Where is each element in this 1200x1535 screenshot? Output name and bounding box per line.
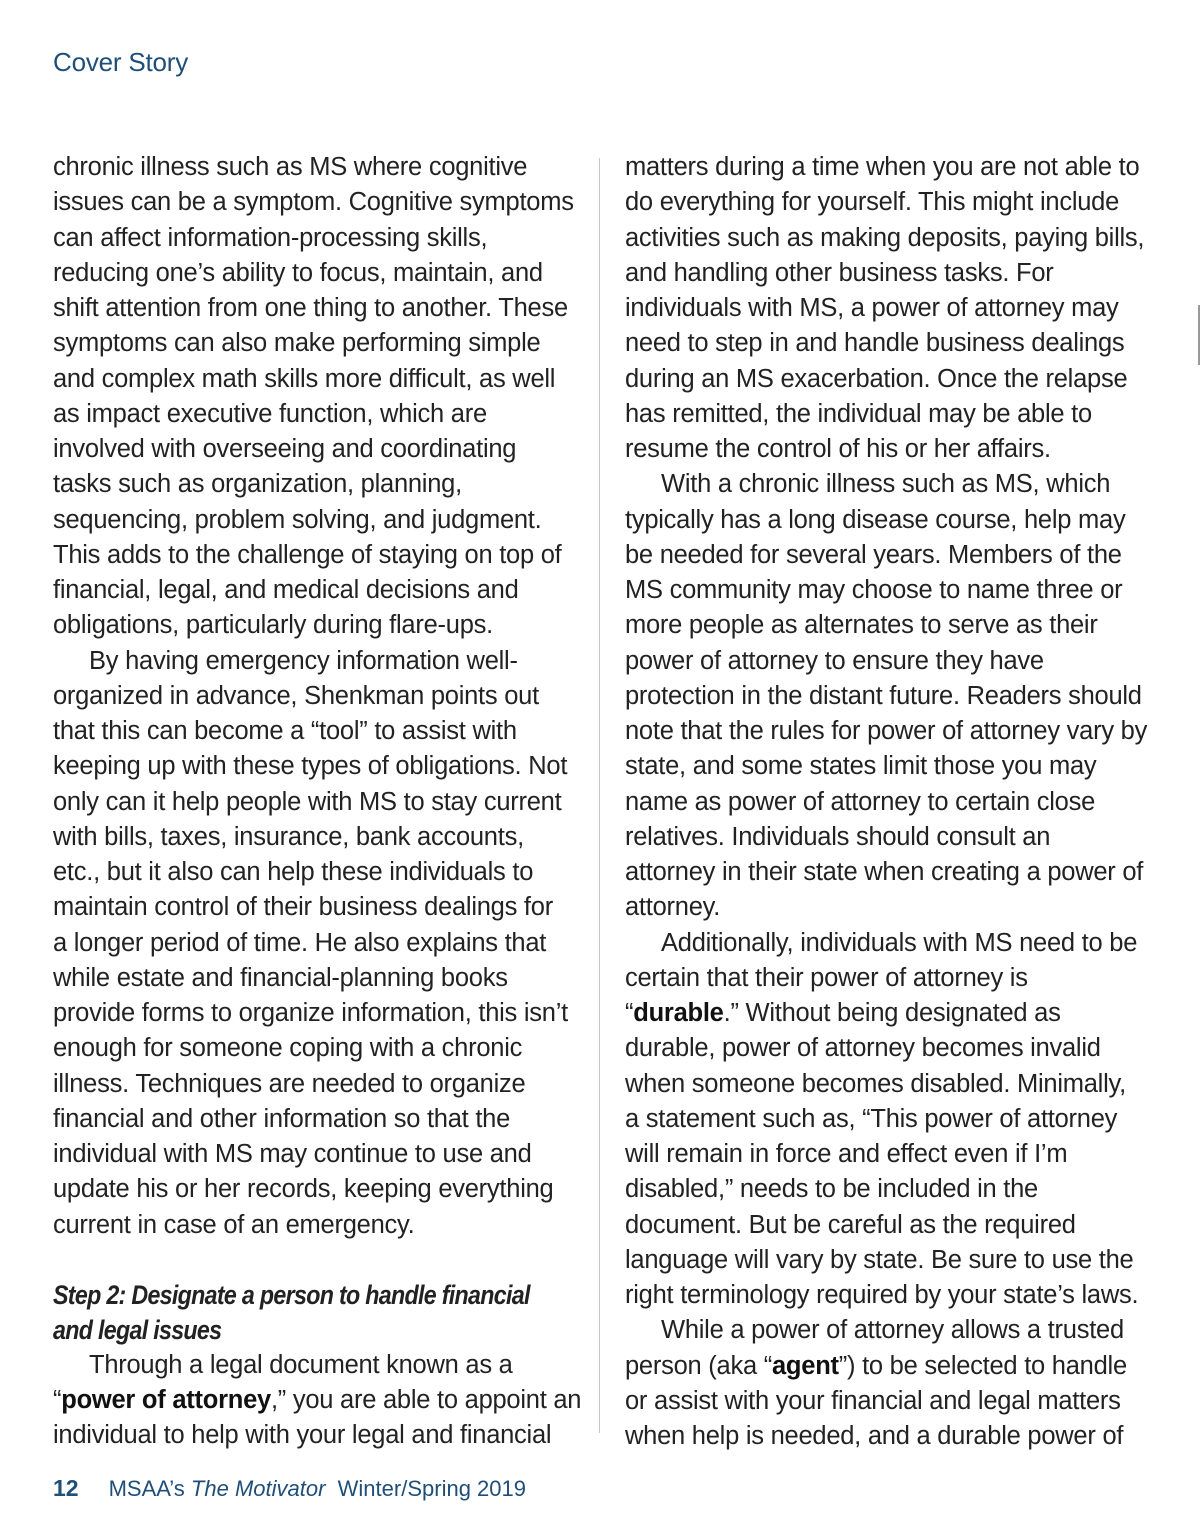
text-line: when someone becomes disabled. Minimally, <box>625 1069 1126 1098</box>
text-line: Additionally, individuals with MS need to be <box>661 928 1138 957</box>
text-line: maintain control of their business dealings for <box>53 893 553 922</box>
quote-open: “ <box>625 999 634 1027</box>
text-line: sequencing, problem solving, and judgment. <box>53 505 542 534</box>
text-line: and complex math skills more difficult, as well <box>53 364 556 393</box>
paragraph-2 <box>53 644 583 1243</box>
text-span: person (aka “ <box>625 1351 772 1380</box>
text-line: that this can become a “tool” to assist with <box>53 717 517 745</box>
text-line <box>625 1349 1170 1384</box>
text-line: This adds to the challenge of staying on top of <box>53 540 562 569</box>
text-line: activities such as making deposits, paying bills, <box>625 223 1145 252</box>
text-line: symptoms can also make performing simple <box>53 329 541 358</box>
text-line: note that the rules for power of attorney vary by <box>625 717 1148 745</box>
page-footer <box>53 1475 526 1502</box>
text-line: right terminology required by your state’s laws. <box>625 1281 1139 1309</box>
publication-title: The Motivator <box>190 1476 326 1501</box>
text-line: attorney in their state when creating a power of <box>625 858 1144 886</box>
publication-prefix: MSAA’s <box>108 1476 191 1501</box>
text-line: attorney. <box>625 893 721 922</box>
text-line: matters during a time when you are not able to <box>625 153 1140 181</box>
text-line: do everything for yourself. This might include <box>625 188 1120 217</box>
text-line: a statement such as, “This power of attorney <box>625 1104 1118 1133</box>
text-line <box>53 1383 583 1418</box>
bold-term: durable <box>633 999 724 1027</box>
subheading: and legal issues <box>53 1314 222 1345</box>
text-line: provide forms to organize information, this isn’t <box>53 999 568 1027</box>
text-span: ,” you are able to appoint an <box>270 1386 582 1414</box>
text-span: ”) to be selected to handle <box>838 1351 1127 1380</box>
text-line: disabled,” needs to be included in the <box>625 1175 1038 1204</box>
text-line: By having emergency information well- <box>89 646 518 675</box>
subheading: Step 2: Designate a person to handle financial <box>53 1279 530 1310</box>
text-line: Through a legal document known as a <box>89 1350 513 1379</box>
text-line: when help is needed, and a durable power of <box>625 1422 1124 1450</box>
text-line: individuals with MS, a power of attorney may <box>625 294 1119 322</box>
text-line: a longer period of time. He also explains that <box>53 928 547 957</box>
text-line: reducing one’s ability to focus, maintain, and <box>53 258 543 287</box>
text-line: and handling other business tasks. For <box>625 258 1054 287</box>
text-line: during an MS exacerbation. Once the relapse <box>625 364 1128 393</box>
issue-date: Winter/Spring 2019 <box>337 1476 526 1501</box>
text-line: typically has a long disease course, help may <box>625 505 1126 534</box>
text-line: name as power of attorney to certain close <box>625 787 1096 816</box>
paragraph-3 <box>53 1348 583 1454</box>
text-line: or assist with your financial and legal matters <box>625 1386 1121 1415</box>
text-line: only can it help people with MS to stay current <box>53 787 562 816</box>
paragraph-1 <box>625 150 1170 467</box>
text-line: illness. Techniques are needed to organize <box>53 1069 526 1098</box>
paragraph-4 <box>625 1313 1170 1454</box>
text-line: be needed for several years. Members of the <box>625 540 1122 569</box>
text-line: etc., but it also can help these individuals to <box>53 858 534 886</box>
text-line: has remitted, the individual may be able to <box>625 399 1092 428</box>
text-line: organized in advance, Shenkman points out <box>53 681 539 710</box>
text-line: resume the control of his or her affairs. <box>625 435 1051 463</box>
text-span: .” Without being designated as <box>723 999 1061 1027</box>
text-line: certain that their power of attorney is <box>625 963 1028 992</box>
text-line: While a power of attorney allows a trusted <box>661 1316 1124 1345</box>
text-line: tasks such as organization, planning, <box>53 470 462 499</box>
section-label: Cover Story <box>53 47 189 77</box>
text-line: financial and other information so that the <box>53 1104 511 1133</box>
text-line <box>625 996 1170 1031</box>
text-line: MS community may choose to name three or <box>625 576 1123 604</box>
text-line: keeping up with these types of obligations. Not <box>53 752 568 781</box>
right-column <box>625 150 1170 1454</box>
text-line: language will vary by state. Be sure to use the <box>625 1245 1134 1274</box>
bold-term: power of attorney <box>61 1386 271 1414</box>
text-line: state, and some states limit those you may <box>625 752 1097 781</box>
text-line: involved with overseeing and coordinating <box>53 435 517 463</box>
text-line: power of attorney to ensure they have <box>625 646 1044 675</box>
text-line: will remain in force and effect even if I’m <box>625 1140 1068 1168</box>
text-line: financial, legal, and medical decisions and <box>53 576 519 604</box>
text-line: individual to help with your legal and financial <box>53 1421 552 1450</box>
page-number: 12 <box>53 1475 79 1501</box>
text-line: durable, power of attorney becomes invalid <box>625 1034 1101 1063</box>
text-line: obligations, particularly during flare-ups. <box>53 611 493 640</box>
text-line: enough for someone coping with a chronic <box>53 1034 523 1063</box>
paragraph-3 <box>625 926 1170 1314</box>
text-line: current in case of an emergency. <box>53 1210 415 1239</box>
text-line: protection in the distant future. Readers should <box>625 681 1142 710</box>
text-line: need to step in and handle business dealings <box>625 329 1125 358</box>
text-line: can affect information-processing skills, <box>53 223 488 252</box>
text-line: update his or her records, keeping everything <box>53 1175 554 1204</box>
text-line: relatives. Individuals should consult an <box>625 822 1051 851</box>
text-line: With a chronic illness such as MS, which <box>661 470 1111 499</box>
text-line: more people as alternates to serve as their <box>625 611 1098 640</box>
quote-open: “ <box>53 1386 62 1414</box>
text-line: as impact executive function, which are <box>53 399 487 428</box>
paragraph-1 <box>53 150 583 644</box>
bold-term: agent <box>772 1351 839 1380</box>
column-divider <box>599 158 600 1433</box>
text-line: shift attention from one thing to another. These <box>53 294 568 322</box>
paragraph-2 <box>625 467 1170 925</box>
text-line: while estate and financial-planning books <box>53 963 508 992</box>
text-line: individual with MS may continue to use and <box>53 1140 532 1168</box>
text-line: issues can be a symptom. Cognitive symptoms <box>53 188 574 217</box>
text-line: chronic illness such as MS where cognitive <box>53 153 528 181</box>
text-line: document. But be careful as the required <box>625 1210 1076 1239</box>
left-column <box>53 150 583 1454</box>
text-line: with bills, taxes, insurance, bank accounts, <box>53 822 524 851</box>
